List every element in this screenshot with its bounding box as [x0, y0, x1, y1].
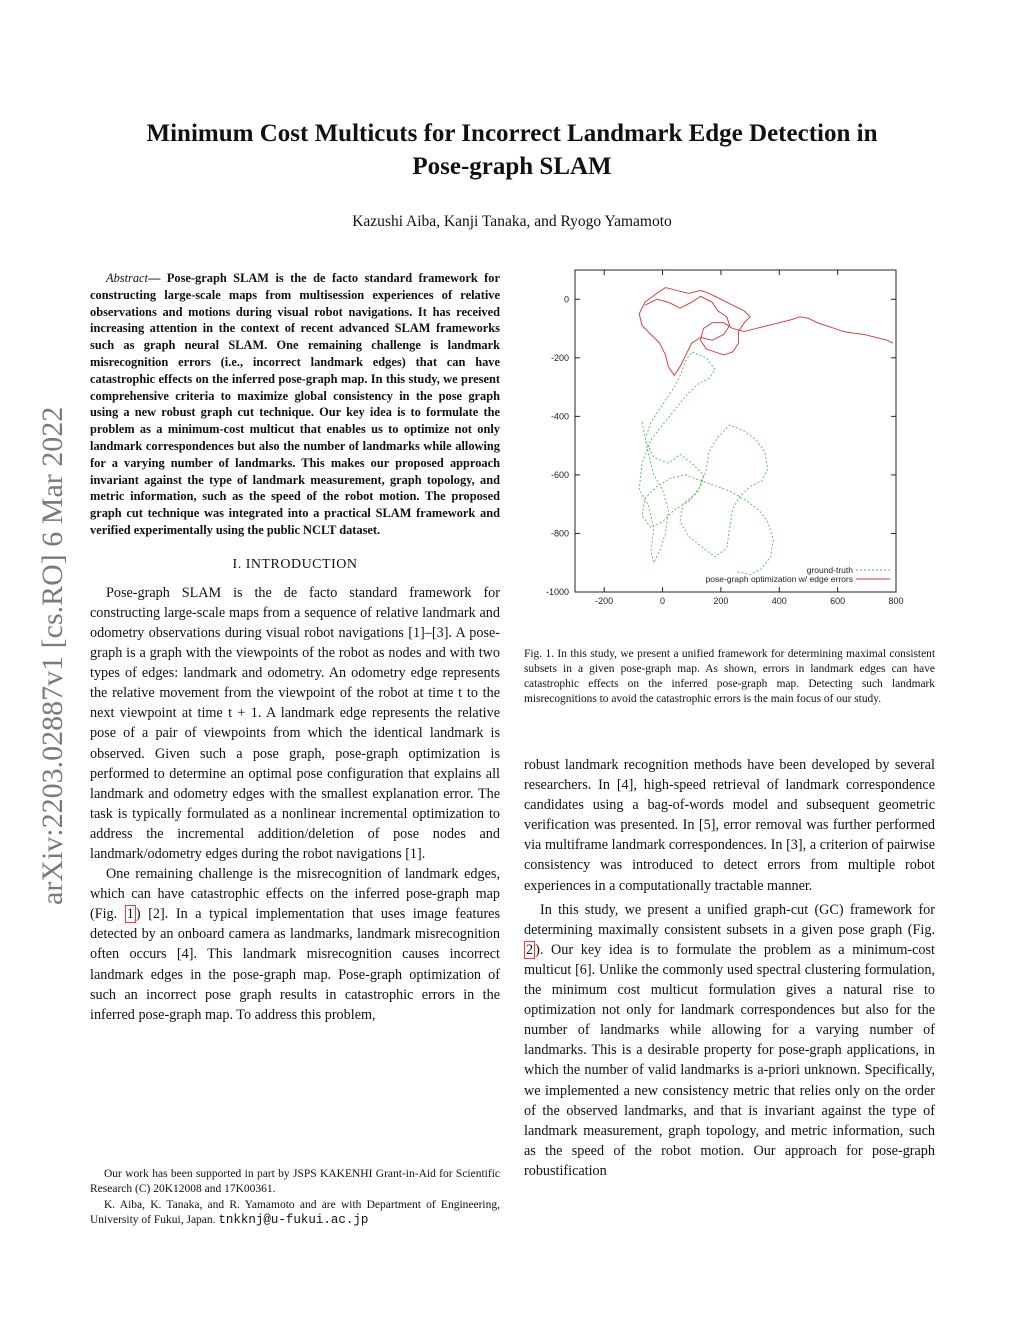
x-tick-label: 400 [771, 596, 787, 606]
y-tick-label: -1000 [545, 587, 569, 597]
y-tick-label: -800 [550, 528, 569, 539]
figure-1 [524, 262, 935, 607]
y-tick-label: -400 [550, 411, 569, 422]
legend-label: ground-truth [806, 565, 853, 575]
figure-1-caption: Fig. 1. In this study, we present a unified framework for determining maximal consistent subsets in a given pose-graph map. As shown, errors in landmark edges can have catastrophic effects on the inferred pose-graph map. Detecting such landmark misrecognitions to avoid the catastrophic errors is the main focus of our study. [524, 648, 935, 705]
x-tick-label: 200 [713, 596, 729, 606]
figure-2-link-label: 2 [526, 941, 534, 958]
y-tick-label: 0 [563, 294, 569, 305]
paper-title-line-1: Minimum Cost Multicuts for Incorrect Landmark Edge Detection in [146, 120, 878, 147]
x-tick-label: 600 [830, 596, 846, 606]
intro-paragraph-2-end: ) [2]. In a typical implementation that uses image features detected by an onboard camera as landmarks, landmark misrecognition often occurs [4]. This landmark misrecognition causes incorrect landmark edges in the pose-graph map. Pose-graph optimization of such an incorrect pose graph results in catastrophic errors in the inferred pose-graph map. To address this problem, [90, 906, 501, 1023]
author-email[interactable]: tnkknj@u-fukui.ac.jp [218, 1212, 369, 1227]
paper-title-line-2: Pose-graph SLAM [412, 153, 612, 180]
intro-paragraph-1: Pose-graph SLAM is the de facto standard framework for constructing large-scale maps from a sequence of relative landmark and odometry observations during visual robot navigations [1]–[3]. A pose-graph is a graph with the viewpoints of the robot as nodes and with two types of edges: landmark and odometry. An odometry edge represents the relative movement from the viewpoint of the robot at time t to the next viewpoint at time t + 1. A landmark edge represents the relative pose of a pair of viewpoints from which the identical landmark is observed. Given such a pose graph, pose-graph optimization is performed to determine an optimal pose configuration that explains all landmark and odometry edges with the smallest explanation error. The task is typically formulated as a nonlinear incremental optimization to address the incremental addition/deletion of pose nodes and landmark/odometry edges during the robot navigations [1]. [90, 584, 500, 862]
series-line-ground-truth [639, 352, 773, 574]
footnote-funding: Our work has been supported in part by JSPS KAKENHI Grant-in-Aid for Scientific Research (C) 20K12008 and 17K00361. [90, 1168, 500, 1195]
abstract-label: Abstract [106, 271, 148, 285]
right-column [524, 262, 935, 1181]
section-heading-introduction: I. INTRODUCTION [232, 556, 358, 572]
x-tick-label: 0 [660, 596, 666, 606]
x-tick-label: 800 [888, 596, 904, 606]
footnote-affiliation [90, 1198, 500, 1227]
figure-2-link[interactable] [524, 941, 535, 959]
abstract-text: — Pose-graph SLAM is the de facto standard framework for constructing large-scale maps from multisession experiences of relative observations and motions during visual robot navigations. It has received increasing attention in the context of recent advanced SLAM frameworks such as graph neural SLAM. One remaining challenge is landmark misrecognition errors (i.e., incorrect landmark edges) that can have catastrophic effects on the inferred pose-graph map. In this study, we present comprehensive criteria to maximize global consistency in the pose graph using a new robust graph cut technique. Our key idea is to formulate the problem as a minimum-cost multicut that enables us to optimize not only landmark correspondences but also the number of landmarks while allowing for a varying number of landmarks. This makes our proposed approach invariant against the type of landmark measurement, graph topology, and metric information, such as the speed of the robot motion. The proposed graph cut technique was integrated into a practical SLAM framework and verified experimentally using the public NCLT dataset. [90, 271, 500, 537]
series-line-pose-graph-optimization [639, 288, 893, 376]
right-paragraph-2-end: ). Our key idea is to formulate the problem as a minimum-cost multicut [6]. Unlike the commonly used spectral clustering formulation, the minimum cost multicut formulation gives a natural rise to optimization not only for landmark correspondences but also for the number of landmarks while allowing for a varying number of landmarks. This is a desirable property for pose-graph applications, in which the number of valid landmarks is a-priori unknown. Specifically, we implemented a new consistency metric that relies only on the order of the observed landmarks, and that is invariant against the type of landmark measurement, graph topology, and metric information, such as the speed of the robot motion. Our approach for pose-graph robustification [524, 941, 935, 1179]
y-tick-label: -200 [550, 352, 569, 363]
y-tick-label: -600 [550, 469, 569, 480]
intro-paragraph-2 [90, 864, 500, 1025]
right-paragraph-1: robust landmark recognition methods have been developed by several researchers. In [4], high-speed retrieval of landmark correspondence candidates using a bag-of-words model and subsequent geometric verification was presented. In [5], error removal was further performed via multiframe landmark correspondences. In [3], a criterion of pairwise consistency was introduced to detect errors from multiple robot experiences in a computationally tractable manner. [524, 757, 935, 894]
right-paragraph-2-start: In this study, we present a unified graph-cut (GC) framework for determining maximally consistent subsets in a given pose graph (Fig. [524, 901, 935, 938]
arxiv-identifier-text: arXiv:2203.02887v1 [cs.RO] 6 Mar 2022 [36, 406, 69, 905]
plot-frame [575, 270, 896, 592]
arxiv-identifier-stamp [4, 320, 84, 910]
footnote-block [90, 1167, 500, 1229]
legend-label: pose-graph optimization w/ edge errors [705, 574, 853, 584]
x-tick-label: -200 [595, 596, 614, 606]
figure-1-link-label: 1 [126, 906, 134, 923]
footnote-affiliation-text: K. Aiba, K. Tanaka, and R. Yamamoto and are with Department of Engineering, University of Fukui, Japan. [90, 1199, 500, 1226]
author-list: Kazushi Aiba, Kanji Tanaka, and Ryogo Yamamoto [352, 213, 672, 230]
intro-paragraph-2-start: One remaining challenge is the misrecognition of landmark edges, which can have catastrophic effects on the inferred pose-graph map (Fig. [90, 866, 500, 923]
right-paragraph-2 [524, 900, 935, 1181]
abstract [90, 270, 500, 539]
left-column [90, 270, 500, 1025]
right-column-body [524, 755, 935, 1181]
pose-graph-chart [524, 262, 935, 607]
paper-title [100, 117, 924, 183]
figure-1-link[interactable] [125, 905, 136, 923]
